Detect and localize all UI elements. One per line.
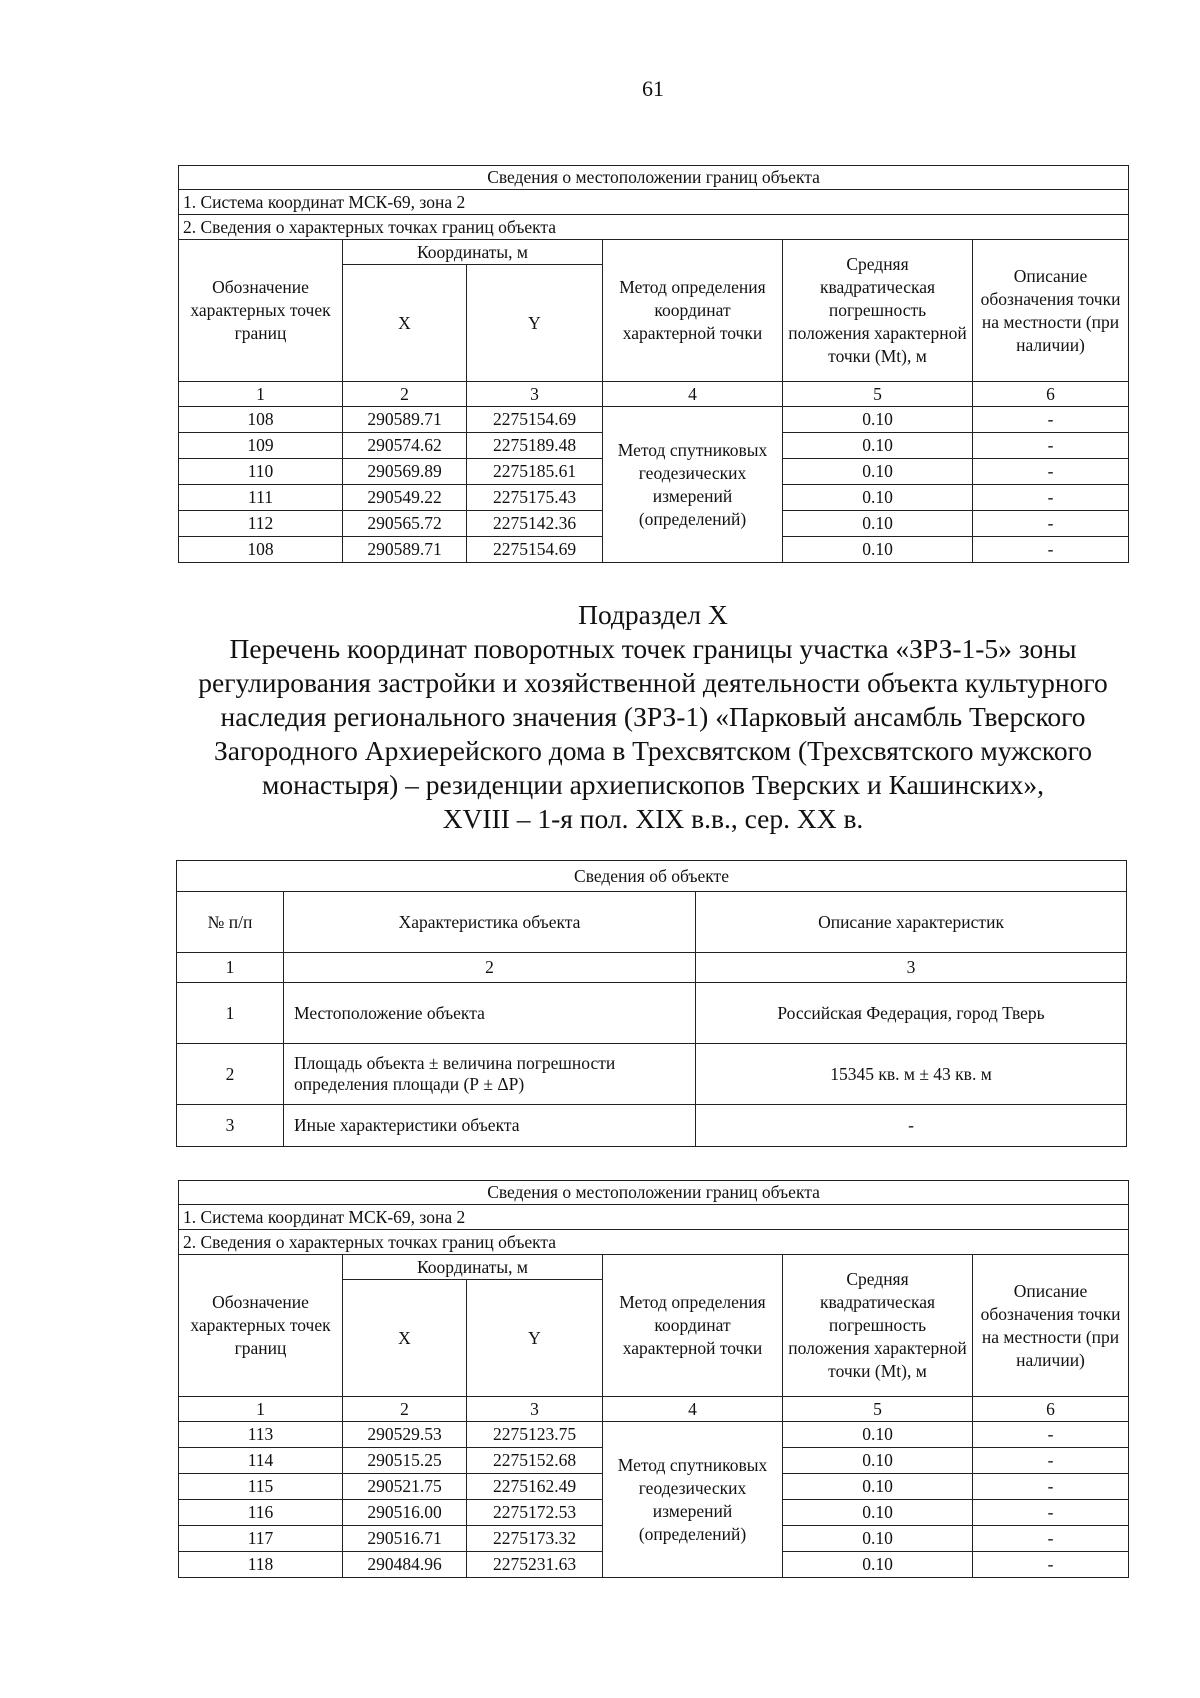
point-x: 290569.89 xyxy=(343,459,467,485)
point-mt: 0.10 xyxy=(783,433,973,459)
point-desc: - xyxy=(973,407,1129,433)
subsection-title: Подраздел X xyxy=(578,599,728,630)
point-desc: - xyxy=(973,459,1129,485)
point-y: 2275175.43 xyxy=(467,485,603,511)
col-number: 5 xyxy=(783,1397,973,1422)
header-method: Метод определения координат характерной точки xyxy=(603,1255,783,1397)
heading-line: наследия регионального значения (ЗРЗ-1) «Парковый ансамбль Тверского xyxy=(220,701,1086,732)
point-mt: 0.10 xyxy=(783,1448,973,1474)
point-y: 2275123.75 xyxy=(467,1422,603,1448)
heading-line: Загородного Архиерейского дома в Трехсвятском (Трехсвятского мужского xyxy=(214,735,1092,766)
point-id: 110 xyxy=(179,459,343,485)
point-y: 2275162.49 xyxy=(467,1474,603,1500)
point-desc: - xyxy=(973,537,1129,563)
object-info-table xyxy=(176,860,1127,1147)
point-id: 111 xyxy=(179,485,343,511)
table-row xyxy=(179,407,1129,433)
header-description: Описание обозначения точки на местности (при наличии) xyxy=(973,1255,1129,1397)
point-y: 2275154.69 xyxy=(467,537,603,563)
point-x: 290549.22 xyxy=(343,485,467,511)
heading-line: регулирования застройки и хозяйственной деятельности объекта культурного xyxy=(198,667,1108,698)
point-mt: 0.10 xyxy=(783,485,973,511)
point-id: 116 xyxy=(179,1500,343,1526)
row-num: 2 xyxy=(177,1044,284,1105)
heading-line: XVIII – 1-я пол. XIX в.в., сер. XX в. xyxy=(442,803,864,834)
point-id: 113 xyxy=(179,1422,343,1448)
col-number: 2 xyxy=(284,953,696,983)
point-x: 290589.71 xyxy=(343,407,467,433)
method-value: Метод спутниковых геодезических измерений (определений) xyxy=(603,407,783,563)
header-num: № п/п xyxy=(177,892,284,953)
point-y: 2275231.63 xyxy=(467,1552,603,1578)
point-y: 2275152.68 xyxy=(467,1448,603,1474)
point-x: 290516.71 xyxy=(343,1526,467,1552)
point-desc: - xyxy=(973,485,1129,511)
point-id: 108 xyxy=(179,407,343,433)
point-y: 2275142.36 xyxy=(467,511,603,537)
method-value: Метод спутниковых геодезических измерений (определений) xyxy=(603,1422,783,1578)
row-description: 15345 кв. м ± 43 кв. м xyxy=(696,1044,1127,1105)
row-description: Российская Федерация, город Тверь xyxy=(696,983,1127,1044)
coordinates-table-1 xyxy=(178,165,1129,563)
point-y: 2275172.53 xyxy=(467,1500,603,1526)
point-x: 290565.72 xyxy=(343,511,467,537)
col-number: 2 xyxy=(343,382,467,407)
table-row xyxy=(177,1105,1127,1147)
header-coords: Координаты, м xyxy=(343,1255,603,1280)
point-x: 290484.96 xyxy=(343,1552,467,1578)
table-row xyxy=(177,983,1127,1044)
heading-line: Перечень координат поворотных точек границы участка «ЗРЗ-1-5» зоны xyxy=(229,633,1077,664)
col-number: 5 xyxy=(783,382,973,407)
page-number: 61 xyxy=(642,76,664,101)
col-number: 3 xyxy=(696,953,1127,983)
header-y: Y xyxy=(467,1280,603,1397)
col-number: 3 xyxy=(467,382,603,407)
row-characteristic: Местоположение объекта xyxy=(284,983,696,1044)
point-id: 109 xyxy=(179,433,343,459)
point-mt: 0.10 xyxy=(783,1500,973,1526)
point-mt: 0.10 xyxy=(783,407,973,433)
point-mt: 0.10 xyxy=(783,459,973,485)
point-desc: - xyxy=(973,1448,1129,1474)
header-error: Средняя квадратическая погрешность положения характерной точки (Mt), м xyxy=(783,240,973,382)
point-mt: 0.10 xyxy=(783,1474,973,1500)
points-section-header: 2. Сведения о характерных точках границ объекта xyxy=(179,1230,1129,1255)
header-designation: Обозначение характерных точек границ xyxy=(179,240,343,382)
header-y: Y xyxy=(467,265,603,382)
point-x: 290529.53 xyxy=(343,1422,467,1448)
point-desc: - xyxy=(973,1500,1129,1526)
point-desc: - xyxy=(973,511,1129,537)
header-method: Метод определения координат характерной точки xyxy=(603,240,783,382)
point-mt: 0.10 xyxy=(783,1422,973,1448)
point-x: 290515.25 xyxy=(343,1448,467,1474)
col-number: 1 xyxy=(177,953,284,983)
table-title: Сведения об объекте xyxy=(177,861,1127,892)
point-y: 2275154.69 xyxy=(467,407,603,433)
point-id: 114 xyxy=(179,1448,343,1474)
point-desc: - xyxy=(973,433,1129,459)
table-title: Сведения о местоположении границ объекта xyxy=(179,1181,1129,1205)
point-mt: 0.10 xyxy=(783,1526,973,1552)
table-title: Сведения о местоположении границ объекта xyxy=(179,166,1129,190)
section-heading xyxy=(150,598,1156,836)
header-description: Описание характеристик xyxy=(696,892,1127,953)
point-x: 290574.62 xyxy=(343,433,467,459)
col-number: 6 xyxy=(973,382,1129,407)
point-x: 290516.00 xyxy=(343,1500,467,1526)
point-id: 117 xyxy=(179,1526,343,1552)
point-desc: - xyxy=(973,1422,1129,1448)
points-section-header: 2. Сведения о характерных точках границ объекта xyxy=(179,215,1129,240)
point-desc: - xyxy=(973,1552,1129,1578)
table-row xyxy=(179,1422,1129,1448)
header-description: Описание обозначения точки на местности (при наличии) xyxy=(973,240,1129,382)
coordinate-system: 1. Система координат МСК-69, зона 2 xyxy=(179,190,1129,215)
heading-line: монастыря) – резиденции архиепископов Тверских и Кашинских», xyxy=(261,769,1045,800)
coordinate-system: 1. Система координат МСК-69, зона 2 xyxy=(179,1205,1129,1230)
col-number: 1 xyxy=(179,382,343,407)
col-number: 6 xyxy=(973,1397,1129,1422)
header-x: X xyxy=(343,265,467,382)
coordinates-table-2 xyxy=(178,1180,1129,1578)
col-number: 3 xyxy=(467,1397,603,1422)
col-number: 2 xyxy=(343,1397,467,1422)
header-designation: Обозначение характерных точек границ xyxy=(179,1255,343,1397)
point-y: 2275173.32 xyxy=(467,1526,603,1552)
point-mt: 0.10 xyxy=(783,1552,973,1578)
row-num: 1 xyxy=(177,983,284,1044)
point-desc: - xyxy=(973,1474,1129,1500)
row-characteristic: Площадь объекта ± величина погрешности определения площади (Р ± ΔР) xyxy=(284,1044,696,1105)
header-x: X xyxy=(343,1280,467,1397)
point-id: 112 xyxy=(179,511,343,537)
col-number: 1 xyxy=(179,1397,343,1422)
point-y: 2275189.48 xyxy=(467,433,603,459)
point-x: 290589.71 xyxy=(343,537,467,563)
point-mt: 0.10 xyxy=(783,511,973,537)
point-desc: - xyxy=(973,1526,1129,1552)
header-characteristic: Характеристика объекта xyxy=(284,892,696,953)
point-id: 108 xyxy=(179,537,343,563)
row-description: - xyxy=(696,1105,1127,1147)
col-number: 4 xyxy=(603,382,783,407)
row-characteristic: Иные характеристики объекта xyxy=(284,1105,696,1147)
point-id: 118 xyxy=(179,1552,343,1578)
point-id: 115 xyxy=(179,1474,343,1500)
table-row xyxy=(177,1044,1127,1105)
row-num: 3 xyxy=(177,1105,284,1147)
point-mt: 0.10 xyxy=(783,537,973,563)
point-x: 290521.75 xyxy=(343,1474,467,1500)
point-y: 2275185.61 xyxy=(467,459,603,485)
header-coords: Координаты, м xyxy=(343,240,603,265)
col-number: 4 xyxy=(603,1397,783,1422)
header-error: Средняя квадратическая погрешность положения характерной точки (Mt), м xyxy=(783,1255,973,1397)
